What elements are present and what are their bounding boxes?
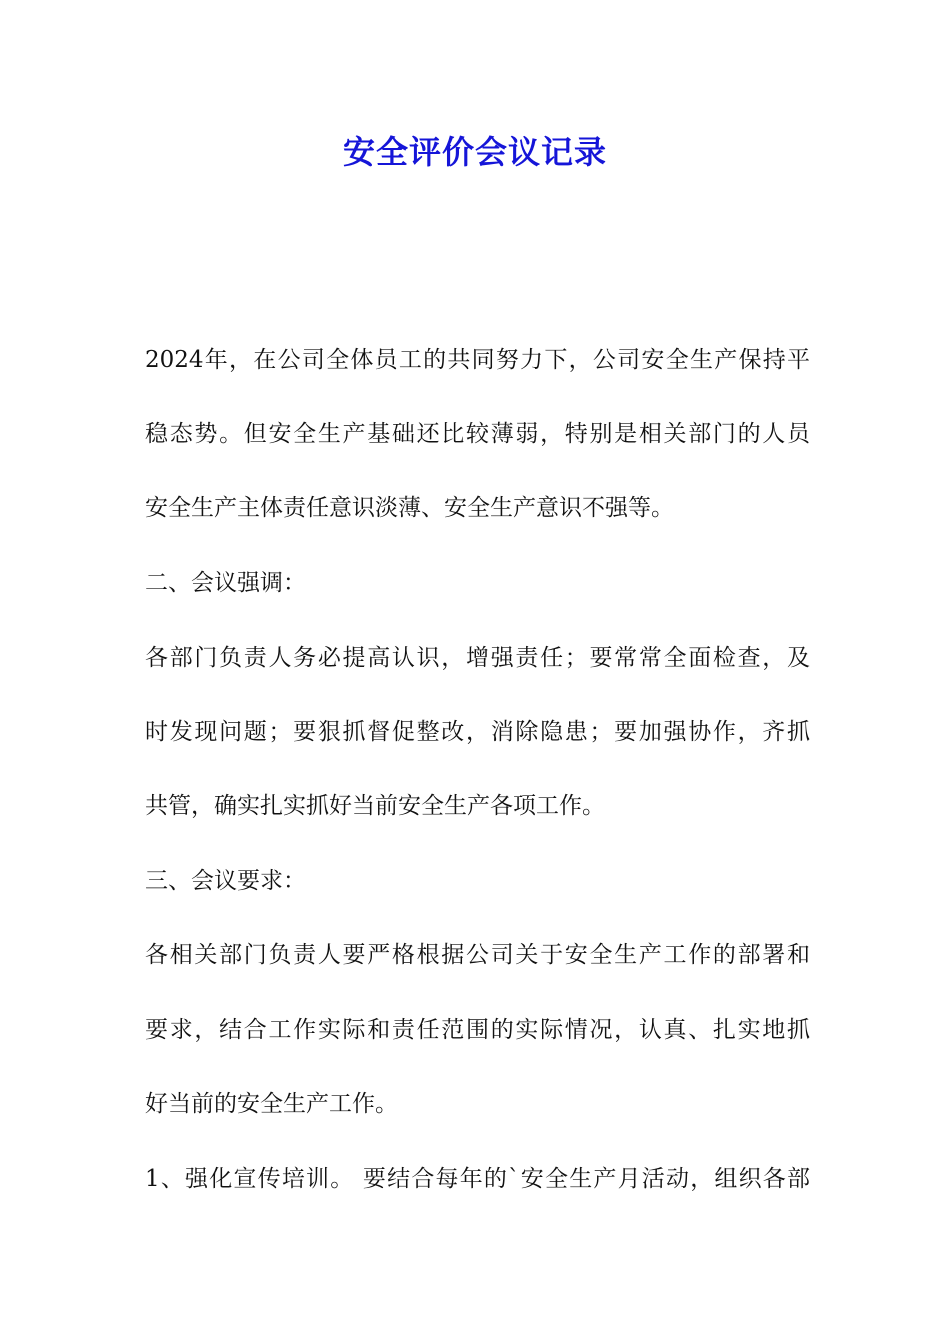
paragraph-line: 安全生产主体责任意识淡薄、安全生产意识不强等。 (145, 495, 674, 521)
paragraph-line: 时发现问题；要狠抓督促整改，消除隐患；要加强协作，齐抓 (145, 719, 810, 745)
paragraph-line: 稳态势。但安全生产基础还比较薄弱，特别是相关部门的人员 (145, 421, 810, 447)
section-heading: 三、会议要求： (145, 868, 306, 894)
paragraph-line: 各相关部门负责人要严格根据公司关于安全生产工作的部署和 (145, 942, 810, 968)
paragraph-line: 要求，结合工作实际和责任范围的实际情况，认真、扎实地抓 (145, 1017, 810, 1043)
paragraph-line: 1、强化宣传培训。 要结合每年的`安全生产月活动，组织各部 (145, 1166, 810, 1192)
paragraph-line: 2024年，在公司全体员工的共同努力下，公司安全生产保持平 (145, 347, 810, 373)
section-heading: 二、会议强调： (145, 570, 306, 596)
document-title: 安全评价会议记录 (342, 133, 607, 171)
paragraph-line: 共管，确实扎实抓好当前安全生产各项工作。 (145, 793, 605, 819)
paragraph-line: 各部门负责人务必提高认识，增强责任；要常常全面检查，及 (145, 645, 810, 671)
paragraph-line: 好当前的安全生产工作。 (145, 1091, 398, 1117)
